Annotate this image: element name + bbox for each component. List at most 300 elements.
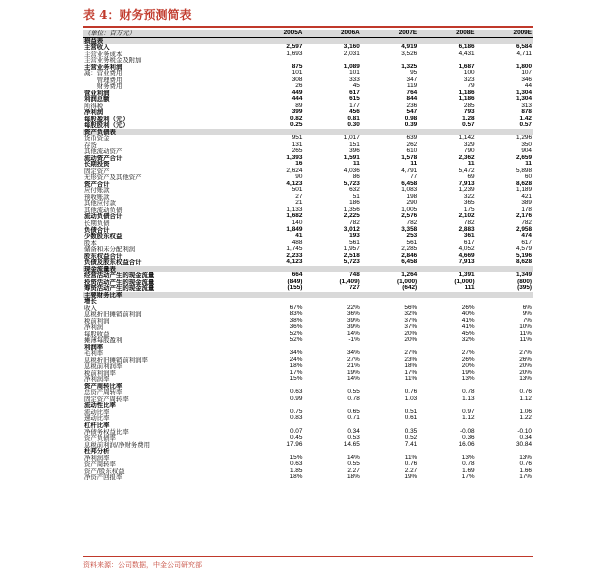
row-label: 资产周转比率 xyxy=(84,382,123,390)
row-value: 13% xyxy=(519,454,532,461)
row-value: 41% xyxy=(461,317,475,324)
row-value: 1,578 xyxy=(401,154,418,161)
row-value: 4,711 xyxy=(516,50,532,57)
row-label: 主营业务税金及附加 xyxy=(84,57,142,64)
row-value: 79 xyxy=(467,83,475,90)
unit-label: （单位：百万元） xyxy=(83,30,246,37)
row-value: 4,919 xyxy=(401,44,418,51)
row-value: 27% xyxy=(347,356,360,363)
row-value: 107 xyxy=(521,70,532,77)
row-value: 1,089 xyxy=(343,63,360,70)
row-value: 1.03 xyxy=(404,395,418,402)
row-value: 1,687 xyxy=(458,63,475,70)
row-value: 1,849 xyxy=(286,226,303,233)
row-value: 14% xyxy=(347,454,360,461)
row-value: 22% xyxy=(347,304,360,311)
row-value: 2,031 xyxy=(343,50,360,57)
row-value: 0.99 xyxy=(289,395,303,402)
row-label: 资产合计 xyxy=(84,180,110,188)
row-value: 236 xyxy=(406,102,418,109)
row-value: 333 xyxy=(349,76,360,83)
row-label: 速动比率 xyxy=(84,415,110,422)
row-value: 52% xyxy=(289,330,303,337)
row-value: 361 xyxy=(463,232,475,240)
row-value: 2,883 xyxy=(458,226,475,233)
title-rule xyxy=(83,26,533,28)
row-value: 39% xyxy=(347,324,360,331)
row-value: 329 xyxy=(463,141,475,148)
row-value: 44 xyxy=(524,83,532,90)
row-value: 632 xyxy=(349,187,360,194)
row-value: 23% xyxy=(404,356,418,363)
row-value: 6,458 xyxy=(401,180,418,187)
row-value: 0.78 xyxy=(347,395,360,402)
row-value: 399 xyxy=(291,109,303,116)
row-value: 1.22 xyxy=(519,415,532,422)
row-value: 4,036 xyxy=(343,167,360,174)
row-value: 7,913 xyxy=(458,180,475,187)
row-value xyxy=(361,37,418,44)
table-row xyxy=(83,474,533,481)
row-value: 1.12 xyxy=(519,395,532,402)
row-value: 11 xyxy=(525,161,532,168)
row-value: 1,800 xyxy=(516,63,532,70)
row-value: 26 xyxy=(295,83,303,90)
row-value: 5,723 xyxy=(343,180,360,187)
row-value: 7,913 xyxy=(458,259,475,266)
row-value: 1,189 xyxy=(516,187,532,194)
row-value: 4,791 xyxy=(401,167,418,174)
row-label: 摊薄每股盈利 xyxy=(84,337,123,344)
row-value: 20% xyxy=(519,363,532,370)
col-header-2009e: 2009E xyxy=(476,30,533,37)
row-value: (800) xyxy=(517,278,532,285)
source-note: 资料来源：公司数据，中金公司研究部 xyxy=(83,561,202,569)
row-value: 20% xyxy=(404,337,418,344)
row-value: 45% xyxy=(461,330,475,337)
row-label: 流动比率 xyxy=(84,408,110,416)
row-value: 14% xyxy=(347,330,360,337)
row-value: 322 xyxy=(463,193,475,200)
row-value: 1.13 xyxy=(462,395,475,402)
row-label: 税前利润率 xyxy=(84,369,116,377)
row-label: 流动资产合计 xyxy=(84,154,123,162)
row-value: 421 xyxy=(521,193,532,200)
row-label: 预收账款 xyxy=(84,193,110,201)
row-value: 2,624 xyxy=(286,167,303,174)
row-value: 4,123 xyxy=(286,259,303,266)
row-value: 16 xyxy=(295,161,303,168)
row-label: 货币资金 xyxy=(84,135,110,142)
row-value: 16.06 xyxy=(458,441,475,448)
financial-forecast-table xyxy=(83,30,533,481)
row-label: 其他流动负债 xyxy=(84,206,123,214)
row-value: 501 xyxy=(291,187,303,194)
row-value: 5,196 xyxy=(516,252,532,259)
row-value: 1.85 xyxy=(289,467,303,474)
row-value: 17.96 xyxy=(286,441,303,448)
row-value: 27% xyxy=(404,350,418,357)
row-value: 1,349 xyxy=(516,272,532,279)
row-label: 应付账款 xyxy=(84,187,110,194)
row-value: 1.69 xyxy=(462,467,475,474)
row-value: 1,325 xyxy=(401,63,418,70)
row-value: 30.84 xyxy=(516,441,532,448)
row-value: 32% xyxy=(404,311,418,318)
row-value: 131 xyxy=(291,141,303,148)
row-value: 11% xyxy=(519,330,532,337)
row-value: 83% xyxy=(289,311,303,318)
row-value: 1,304 xyxy=(516,89,532,96)
footer-rule xyxy=(83,556,533,557)
row-value: 40% xyxy=(461,311,475,318)
row-label: 流动性比率 xyxy=(84,402,116,409)
row-value: 13% xyxy=(519,376,532,383)
row-value: 151 xyxy=(349,141,360,148)
row-value: 951 xyxy=(291,135,303,142)
row-value: 7% xyxy=(522,317,532,324)
row-value: 175 xyxy=(463,206,475,213)
row-value: 21% xyxy=(347,363,360,370)
row-value: 67% xyxy=(289,304,303,311)
row-label: 无形资产及其他资产 xyxy=(84,174,142,181)
row-value: 6% xyxy=(522,304,532,311)
row-label: 负债合计 xyxy=(84,226,110,233)
col-header-2005a: 2005A xyxy=(246,30,303,37)
row-value: 350 xyxy=(521,141,532,148)
row-value: 0.82 xyxy=(289,115,303,122)
row-label: 资产/股东权益 xyxy=(84,467,125,475)
row-value: 0.51 xyxy=(404,408,418,415)
row-value: (642) xyxy=(402,285,418,292)
row-label: 固定资产周转率 xyxy=(84,395,129,403)
row-value: 2,102 xyxy=(458,213,475,220)
row-value: 0.34 xyxy=(519,434,532,442)
row-value: 727 xyxy=(349,285,360,292)
row-label: 净利润率 xyxy=(84,454,110,462)
row-value: 11% xyxy=(404,454,418,461)
row-value: 19% xyxy=(347,369,360,376)
row-value: 0.81 xyxy=(347,115,360,122)
row-value: (1,409) xyxy=(339,278,360,285)
row-value: 0.75 xyxy=(289,408,303,415)
row-label: 主营业务利润 xyxy=(84,63,123,71)
row-value: 0.45 xyxy=(289,434,303,442)
row-value: 11 xyxy=(353,161,360,168)
row-value: 875 xyxy=(291,63,303,70)
row-value: 262 xyxy=(406,141,418,148)
row-label: 存货 xyxy=(84,141,97,149)
row-value: 51 xyxy=(352,193,360,200)
row-value: 101 xyxy=(349,70,360,77)
row-value: 0.83 xyxy=(289,415,303,422)
row-value: 13% xyxy=(461,454,475,461)
row-value: 1,133 xyxy=(286,206,303,213)
row-value: 5,723 xyxy=(343,259,360,266)
row-value: 0.53 xyxy=(347,434,360,442)
row-value: 0.63 xyxy=(289,389,303,396)
row-value: 1,745 xyxy=(286,246,303,253)
row-value: 0.57 xyxy=(462,122,475,129)
row-value: 18% xyxy=(404,363,418,370)
row-value: 32% xyxy=(461,337,475,344)
row-value: 449 xyxy=(291,89,303,96)
row-value: 77 xyxy=(410,174,418,181)
row-label: 营业利润 xyxy=(84,89,110,97)
row-value: 14.65 xyxy=(343,441,360,448)
row-label: 股东权益合计 xyxy=(84,252,123,260)
row-value: 6,584 xyxy=(516,44,532,51)
row-value: 26% xyxy=(461,356,475,363)
row-value: -0.10 xyxy=(517,428,532,435)
row-value: 186 xyxy=(349,200,360,207)
row-value: 0.55 xyxy=(347,389,360,396)
row-value: 764 xyxy=(406,89,418,96)
row-value: 27 xyxy=(295,193,303,200)
row-value: 2,518 xyxy=(343,252,360,259)
row-value: 844 xyxy=(406,96,418,103)
row-value: 1,393 xyxy=(286,154,303,161)
row-value: 285 xyxy=(463,102,475,109)
row-value: 20% xyxy=(461,363,475,370)
row-value: (395) xyxy=(517,285,532,292)
row-value: 177 xyxy=(349,102,360,109)
row-value: 39% xyxy=(347,317,360,324)
row-value: 748 xyxy=(349,272,360,279)
row-value: 782 xyxy=(463,219,475,226)
row-value: 561 xyxy=(349,239,360,246)
row-value: 27% xyxy=(519,350,532,357)
row-value: 11 xyxy=(467,161,475,168)
row-value: 0.36 xyxy=(462,434,475,442)
row-label: 其他流动资产 xyxy=(84,148,123,155)
row-label: 息税前利润率 xyxy=(84,363,123,370)
row-value: 1,186 xyxy=(458,96,475,103)
row-value: 100 xyxy=(463,70,475,77)
row-value xyxy=(246,37,303,44)
row-value: 1,239 xyxy=(458,187,475,194)
row-label: 其他应付款 xyxy=(84,200,116,207)
row-value: 2.27 xyxy=(347,467,360,474)
row-value: 1,591 xyxy=(343,154,360,161)
row-value: 26% xyxy=(461,304,475,311)
row-value: 396 xyxy=(349,148,360,155)
row-value: 0.55 xyxy=(347,461,360,468)
row-label: 长期负债 xyxy=(84,219,110,227)
row-value: 1,186 xyxy=(458,89,475,96)
row-label: 资产负债表 xyxy=(83,129,246,136)
row-value: 2,225 xyxy=(343,213,360,220)
row-value: 1.12 xyxy=(462,415,475,422)
row-value: 56% xyxy=(404,304,418,311)
row-label: 每股收益 xyxy=(84,330,110,338)
row-value: 193 xyxy=(349,232,360,240)
row-value: 41% xyxy=(461,324,475,331)
row-label: 主营收入 xyxy=(84,44,110,51)
row-value: 2,176 xyxy=(516,213,532,220)
row-label: 税前利润 xyxy=(84,317,110,325)
row-label: 所得税 xyxy=(84,102,104,110)
row-value: 0.61 xyxy=(404,415,418,422)
row-value: 0.76 xyxy=(404,461,418,468)
row-value: (1,000) xyxy=(454,278,475,285)
row-value: 346 xyxy=(521,76,532,83)
row-value: 3,526 xyxy=(401,50,418,57)
row-value: 37% xyxy=(404,317,418,324)
row-value: 4,669 xyxy=(458,252,475,259)
row-value: 0.98 xyxy=(404,115,418,122)
row-label: 利润率 xyxy=(84,343,104,351)
row-value: 0.35 xyxy=(404,428,418,435)
row-value: 17% xyxy=(519,474,532,481)
row-label: 利润总额 xyxy=(84,96,110,103)
row-value: 34% xyxy=(289,350,303,357)
row-value: 347 xyxy=(406,76,418,83)
row-value: 1,682 xyxy=(286,213,303,220)
row-value: 19% xyxy=(404,474,418,481)
row-value: 18% xyxy=(289,474,303,481)
table-body xyxy=(83,30,533,481)
row-label: 息税折旧摊销前利润率 xyxy=(84,356,148,364)
row-value: 1,304 xyxy=(516,96,532,103)
row-value: 0.34 xyxy=(347,428,360,435)
row-label: 净资产回报率 xyxy=(84,474,123,481)
row-value: 6,186 xyxy=(458,44,475,51)
row-value: 90 xyxy=(295,174,303,181)
row-label: 损益表 xyxy=(83,37,246,44)
row-value: 2,846 xyxy=(401,252,418,259)
row-label: 净债务权益比率 xyxy=(84,428,129,435)
row-label: 流动负债合计 xyxy=(84,213,123,220)
row-value: 1,356 xyxy=(343,206,360,213)
row-value: 265 xyxy=(291,148,303,155)
row-value: 2,958 xyxy=(516,226,532,233)
row-value: 2,233 xyxy=(286,252,303,259)
row-value: 69 xyxy=(467,174,475,181)
row-value: 111 xyxy=(464,285,475,292)
row-value: 3,160 xyxy=(343,44,360,51)
row-value: 1.42 xyxy=(519,115,532,122)
row-value: 4,123 xyxy=(286,180,303,187)
row-value: 1,693 xyxy=(286,50,303,57)
row-label: 增长 xyxy=(84,298,97,305)
row-value: 1,264 xyxy=(401,272,418,279)
col-header-2007e: 2007E xyxy=(361,30,418,37)
row-label: 息税折旧摊销前利润 xyxy=(84,311,142,318)
row-value: 1,957 xyxy=(343,246,360,253)
row-value: 11% xyxy=(519,337,532,344)
row-label: 收入 xyxy=(84,304,97,312)
row-value: 38% xyxy=(289,317,303,324)
row-value xyxy=(476,37,533,44)
row-value: 1,391 xyxy=(458,272,475,279)
row-value: 389 xyxy=(521,200,532,207)
row-value: 1.06 xyxy=(519,408,532,415)
row-value: 639 xyxy=(406,135,418,142)
row-value: -1% xyxy=(348,337,360,344)
row-value: 0.78 xyxy=(462,389,475,396)
row-label: 经营活动产生的现金流量 xyxy=(84,272,155,279)
row-value: 253 xyxy=(406,232,418,240)
row-value: 17% xyxy=(289,369,303,376)
row-label: 负债及股东权益合计 xyxy=(84,259,142,266)
row-value: 45 xyxy=(352,83,360,90)
row-value: 664 xyxy=(291,272,303,279)
row-value: 36% xyxy=(289,324,303,331)
row-value: 41 xyxy=(295,232,303,240)
row-value: 308 xyxy=(291,76,303,83)
row-value: 323 xyxy=(463,76,475,83)
row-value: 617 xyxy=(349,89,360,96)
row-value: 19% xyxy=(461,369,475,376)
row-label: 毛利率 xyxy=(84,350,104,357)
row-value: (849) xyxy=(287,278,303,285)
row-label: 投资活动产生的现金流量 xyxy=(84,278,155,286)
row-value: 2,659 xyxy=(516,154,532,161)
row-value: 0.97 xyxy=(462,408,475,415)
row-value: 904 xyxy=(521,148,532,155)
row-value: 782 xyxy=(349,219,360,226)
row-value: 3,358 xyxy=(401,226,418,233)
row-value: 178 xyxy=(521,206,532,213)
row-label: 减：营业费用 xyxy=(84,70,123,77)
row-value: 0.65 xyxy=(347,408,360,415)
row-value: 547 xyxy=(406,109,418,116)
row-value: 0.25 xyxy=(289,122,303,129)
row-label: 息税前利润/净财务费用 xyxy=(84,441,151,448)
row-label: 长期投资 xyxy=(84,161,110,168)
row-value: 60 xyxy=(524,174,532,181)
row-value: 18% xyxy=(347,474,360,481)
row-value: 86 xyxy=(352,174,360,181)
row-value: 1,083 xyxy=(401,187,418,194)
row-value: 1,017 xyxy=(343,135,360,142)
row-value: 1,005 xyxy=(401,206,418,213)
row-label: 资产负债率 xyxy=(84,434,116,442)
row-value: 14% xyxy=(347,376,360,383)
row-label: 少数股东权益 xyxy=(84,232,123,240)
row-value: 5,472 xyxy=(458,167,475,174)
row-value: -0.08 xyxy=(460,428,475,435)
row-value: 0.07 xyxy=(289,428,303,435)
row-value: 0.52 xyxy=(404,434,418,442)
row-value: 0.78 xyxy=(462,461,475,468)
row-value: 119 xyxy=(407,83,418,90)
row-value: 18% xyxy=(289,363,303,370)
row-value: 456 xyxy=(349,109,360,116)
row-label: 每股盈利（元） xyxy=(84,115,129,123)
row-label: 净利润率 xyxy=(84,376,110,383)
row-value: 15% xyxy=(289,454,303,461)
row-value: 444 xyxy=(291,96,303,103)
col-header-2006a: 2006A xyxy=(303,30,360,37)
row-value: 1,142 xyxy=(458,135,475,142)
row-value: 793 xyxy=(463,109,475,116)
row-value: 26% xyxy=(519,356,532,363)
row-value: 2.27 xyxy=(404,467,418,474)
row-value: 101 xyxy=(291,70,303,77)
row-value: 782 xyxy=(406,219,418,226)
row-value: 0.76 xyxy=(519,389,532,396)
row-value: 140 xyxy=(291,219,303,226)
row-value: 2,285 xyxy=(401,246,418,253)
row-label: 筹资活动产生的现金流量 xyxy=(84,285,155,292)
col-header-2008e: 2008E xyxy=(418,30,475,37)
row-value: 20% xyxy=(404,330,418,337)
row-label: 管理费用 xyxy=(84,76,123,84)
row-label: 储备和未分配利润 xyxy=(84,246,136,253)
row-value: 0.63 xyxy=(289,461,303,468)
